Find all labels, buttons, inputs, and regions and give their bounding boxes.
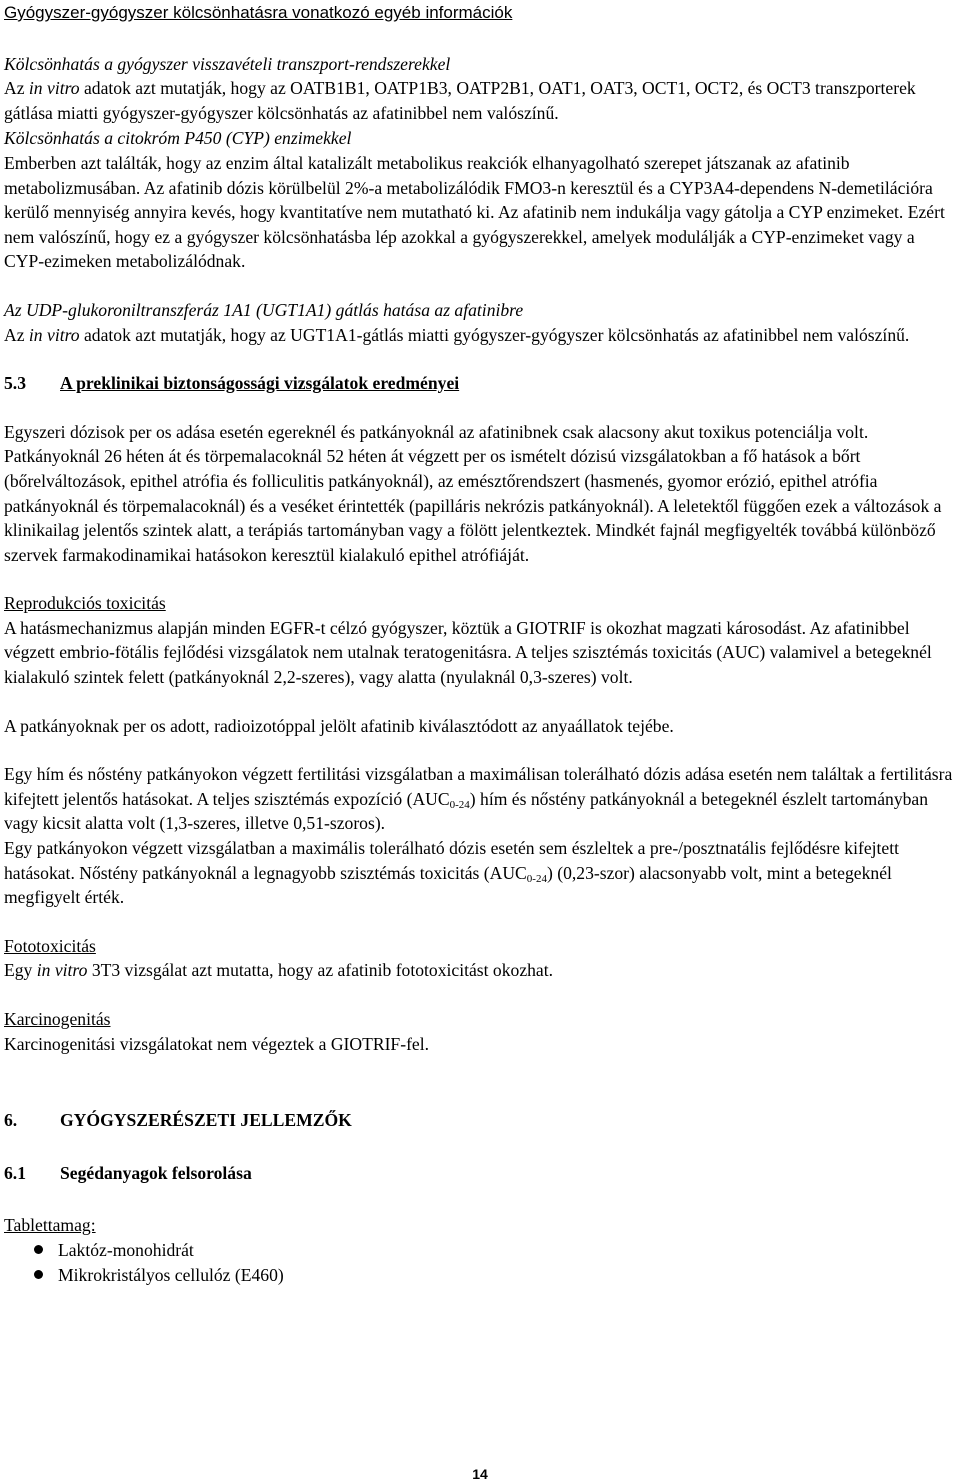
list-item: Mikrokristályos cellulóz (E460) (4, 1263, 954, 1288)
ugt-paragraph: Az in vitro adatok azt mutatják, hogy az UGT1A1-gátlás miatti gyógyszer-gyógyszer kölcsönhatás az afatinibbel nem valószínű. (4, 324, 910, 345)
karc-paragraph: Karcinogenitási vizsgálatokat nem végeztek a GIOTRIF-fel. (4, 1033, 430, 1054)
cyp-paragraph: Emberben azt találták, hogy az enzim által katalizált metabolikus reakciók elhanyagolható szerepet játszanak az afatinib metabolizmusában. Az afatinib dózis körülbelül 2%-a metabolizálódik FMO3-n keresztül és a CYP3A4-dependens N-demetilációra kerülő mennyiség annyira kevés, hogy kvantitatíve nem mutatható ki. Az afatinib nem indukálja vagy gátolja a CYP enzimeket. Ezért nem valószínű, hogy ez a gyógyszer kölcsönhatásba lép azokkal a gyógyszerekkel, amelyek modulálják a CYP-enzimeket vagy a CYP-ezimeken metabolizálódnak. (4, 152, 945, 272)
page-number: 14 (472, 1466, 488, 1482)
bullet-icon (4, 1263, 58, 1288)
list-item: Laktóz-monohidrát (4, 1238, 954, 1263)
section-6-heading: 6. GYÓGYSZERÉSZETI JELLEMZŐK (4, 1110, 352, 1131)
tabletta-heading: Tablettamag: (4, 1215, 96, 1236)
foto-paragraph: Egy in vitro 3T3 vizsgálat azt mutatta, hogy az afatinib fototoxicitást okozhat. (4, 960, 554, 981)
repro-paragraph-3: Egy hím és nőstény patkányokon végzett fertilitási vizsgálatban a maximálisan tolerálható dózis adása esetén nem találtak a fertilitásra kifejtett jelentős hatásokat. A teljes szisztémás expozíció $(AUC_{0-24})$ hím és nőstény patkányoknál a betegeknél észlelt tartományban vagy kicsit alatta volt (1,3-szeres, illetve 0,51-szoros). (4, 764, 953, 834)
repro-heading: Reprodukciós toxicitás (4, 593, 166, 614)
excipient-list (4, 1238, 954, 1287)
bullet-icon (4, 1238, 58, 1263)
cyp-heading: Kölcsönhatás a citokróm P450 (CYP) enzimekkel (4, 128, 352, 149)
section-6-1-heading: 6.1 Segédanyagok felsorolása (4, 1162, 252, 1183)
ugt-heading: Az UDP-glukoroniltranszferáz 1A1 (UGT1A1) gátlás hatása az afatinibre (4, 299, 524, 320)
section-title: Gyógyszer-gyógyszer kölcsönhatásra vonatkozó egyéb információk (4, 3, 513, 22)
repro-paragraph-1: A hatásmechanizmus alapján minden EGFR-t célzó gyógyszer, köztük a GIOTRIF is okozhat magzati károsodást. Az afatinibbel végzett embrio-fötális fejlődési vizsgálatok nem utalnak teratogenitásra. A teljes szisztémás toxicitás (AUC) valamivel a betegeknél kialakuló szintek felett (patkányoknál 2,2-szeres), vagy alatta (nyulaknál 0,3-szeres) volt. (4, 617, 932, 688)
preclinical-paragraph: Egyszeri dózisok per os adása esetén egereknél és patkányoknál az afatinibnek csak alacsony akut toxikus potenciálja volt. Patkányoknál 26 héten át és törpemalacoknál 52 héten át végzett per os ismételt dózisú vizsgálatokban a fő hatások a bőrt (bőrelváltozások, epithel atrófia és folliculitis patkányoknál), az emésztőrendszert (hasmenés, gyomor erózió, epithel atrófia patkányoknál és törpemalacoknál) és a veséket érintették (papilláris nekrózis patkányoknál). A leletektől függően ezek a változások a klinikailag jelentős szintek alatt, a terápiás tartományban vagy a fölött jelentkeztek. Mindkét fajnál megfigyelték továbbá különböző szervek farmakodinamikai hatásokon keresztül kialakuló epithel atrófiáját. (4, 421, 942, 565)
foto-heading: Fototoxicitás (4, 935, 96, 956)
karc-heading: Karcinogenitás (4, 1009, 111, 1029)
section-5-3-heading: 5.3 A preklinikai biztonságossági vizsgálatok eredményei (4, 373, 460, 394)
repro-paragraph-4: Egy patkányokon végzett vizsgálatban a maximális tolerálható dózis esetén sem észleltek a pre-/posztnatális fejlődésre kifejtett hatásokat. Nőstény patkányoknál a legnagyobb szisztémás toxicitás $(AUC_{0-24})$ (0,23-szor) alacsonyabb volt, mint a betegeknél megfigyelt érték. (4, 838, 900, 908)
transport-paragraph: Az in vitro adatok azt mutatják, hogy az OATB1B1, OATP1B3, OATP2B1, OAT1, OAT3, OCT1, OCT2, és OCT3 transzporterek gátlása miatti gyógyszer-gyógyszer kölcsönhatás az afatinibbel nem valószínű. (4, 78, 916, 123)
repro-paragraph-2: A patkányoknak per os adott, radioizotóppal jelölt afatinib kiválasztódott az anyaállatok tejébe. (4, 715, 674, 736)
transport-heading: Kölcsönhatás a gyógyszer visszavételi transzport-rendszerekkel (4, 53, 451, 74)
document-page (4, 0, 954, 1287)
